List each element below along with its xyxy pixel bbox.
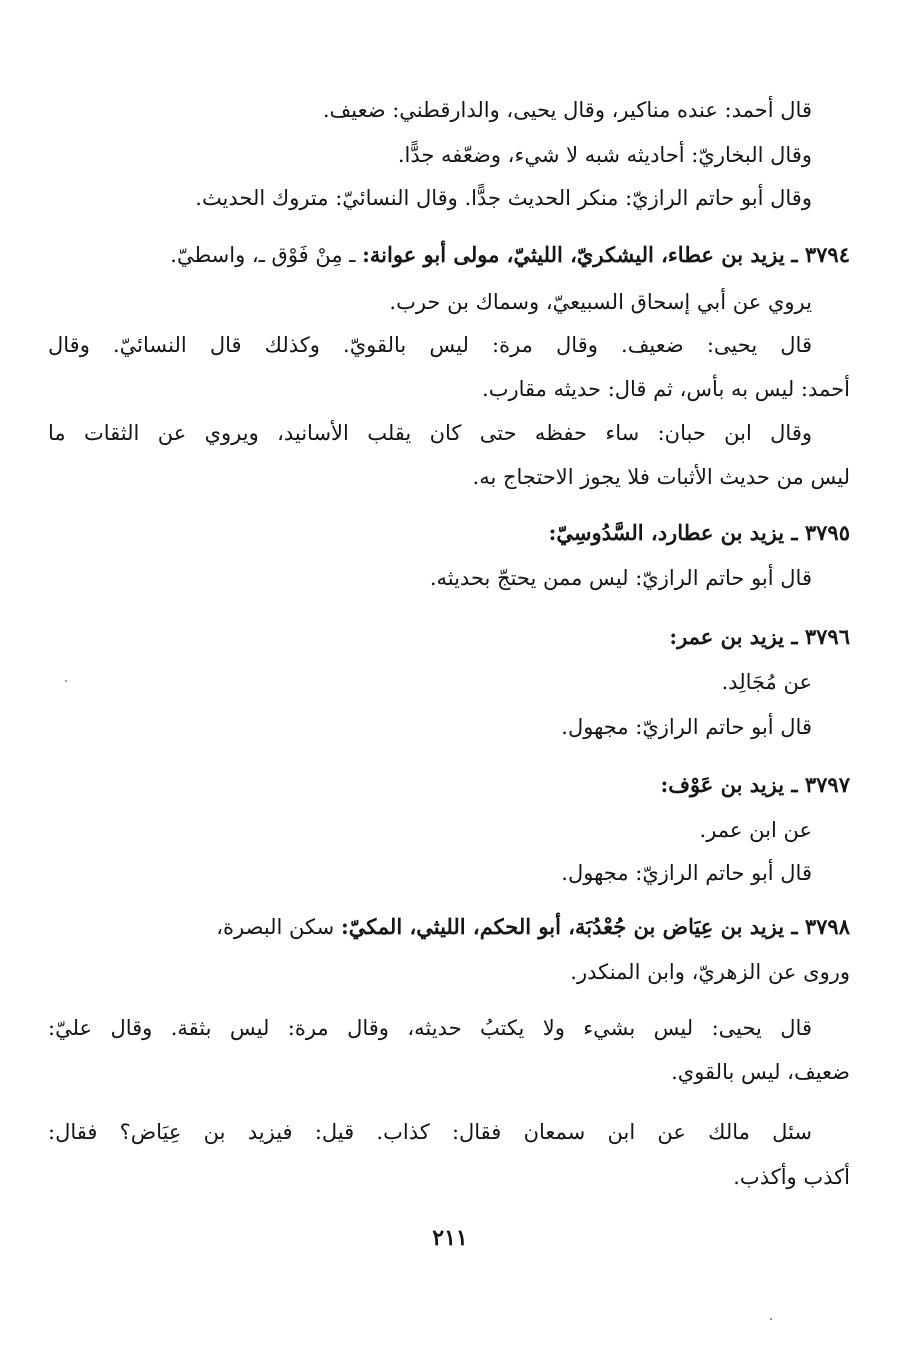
- text-line: قال يحيى: ضعيف. وقال مرة: ليس بالقويّ. وكذلك قال النسائيّ. وقال: [48, 333, 812, 357]
- entry-3795-heading: ٣٧٩٥ ـ يزيد بن عطارد، السَّدُوسِيّ:: [548, 520, 850, 545]
- entry-title: يزيد بن عطاء، اليشكريّ، الليثيّ، مولى أبو عوانة:: [362, 242, 785, 267]
- text-line: قال أحمد: عنده مناكير، وقال يحيى، والدارقطني: ضعيف.: [322, 98, 812, 122]
- entry-3797-heading: ٣٧٩٧ ـ يزيد بن عَوْف:: [660, 772, 850, 797]
- text-line: سئل مالك عن ابن سمعان فقال: كذاب. قيل: فيزيد بن عِيَاض؟ فقال:: [48, 1120, 812, 1144]
- entry-title-tail: سكن البصرة،: [216, 915, 335, 939]
- text-line: وقال أبو حاتم الرازيّ: منكر الحديث جدًّا. وقال النسائيّ: متروك الحديث.: [195, 186, 812, 210]
- entry-3798-heading: [216, 912, 850, 942]
- entry-number: ٣٧٩٤ ـ: [791, 242, 850, 267]
- text-line: وروى عن الزهريّ، وابن المنكدر.: [570, 960, 850, 984]
- entry-title: ٣٧٩٨ ـ يزيد بن عِيَاض بن جُعْدُبَة، أبو الحكم، الليثي، المكيّ:: [340, 914, 850, 939]
- text-line: قال أبو حاتم الرازيّ: ليس ممن يحتجّ بحديثه.: [429, 566, 812, 590]
- text-line: قال يحيى: ليس بشيء ولا يكتبُ حديثه، وقال مرة: ليس بثقة. وقال عليّ:: [48, 1016, 812, 1040]
- text-line: عن مُجَالِد.: [721, 670, 812, 694]
- page-number: ٢١١: [432, 1225, 468, 1251]
- text-line: قال أبو حاتم الرازيّ: مجهول.: [561, 715, 812, 739]
- text-line: ليس من حديث الأثبات فلا يجوز الاحتجاج به.: [472, 465, 850, 489]
- text-line: يروي عن أبي إسحاق السبيعيّ، وسماك بن حرب.: [389, 290, 812, 314]
- text-line: عن ابن عمر.: [699, 818, 812, 842]
- scan-speck: [65, 680, 67, 682]
- text-line: أكذب وأكذب.: [733, 1165, 850, 1189]
- text-line: أحمد: ليس به بأس، ثم قال: حديثه مقارب.: [482, 377, 850, 401]
- text-line: وقال البخاريّ: أحاديثه شبه لا شيء، وضعّفه جدًّا.: [397, 143, 812, 167]
- scan-speck: [770, 1318, 772, 1320]
- entry-3796-heading: ٣٧٩٦ ـ يزيد بن عمر:: [669, 624, 850, 649]
- entry-3794-heading: [170, 240, 850, 270]
- entry-title-tail: ـ مِنْ فَوْق ـ، واسطيّ.: [170, 243, 356, 267]
- text-line: وقال ابن حبان: ساء حفظه حتى كان يقلب الأسانيد، ويروي عن الثقات ما: [48, 421, 812, 445]
- text-line: ضعيف، ليس بالقوي.: [671, 1060, 850, 1084]
- text-line: قال أبو حاتم الرازيّ: مجهول.: [561, 861, 812, 885]
